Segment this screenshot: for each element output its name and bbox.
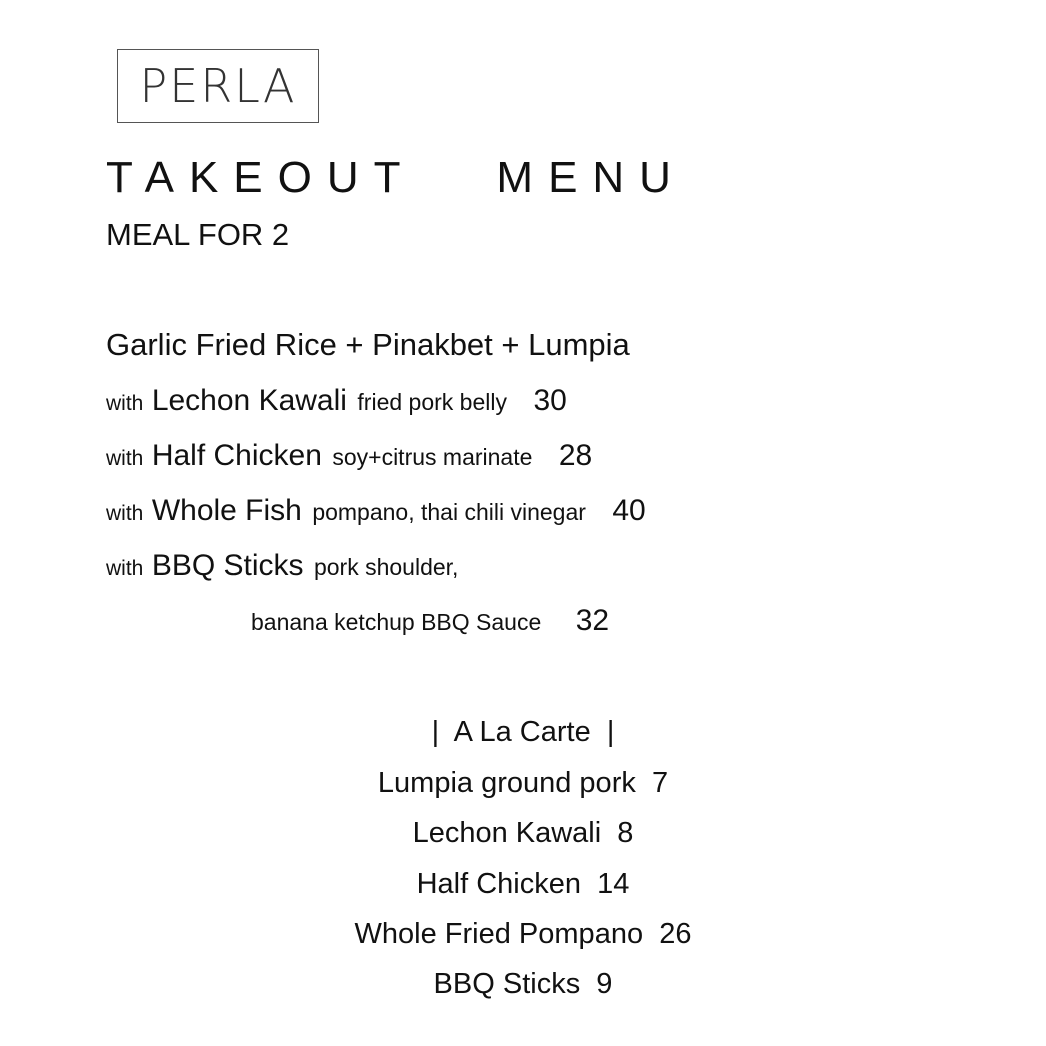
meal-item-price: 32 (575, 604, 610, 637)
meal-item-with: with (106, 392, 144, 415)
meal-item-name: BBQ Sticks (151, 549, 304, 582)
meal-item-name: Lechon Kawali (151, 384, 347, 417)
meal-item-desc: fried pork belly (357, 389, 507, 415)
meal-item-desc: pork shoulder, (313, 554, 459, 580)
meal-item-with: with (106, 502, 144, 525)
alacarte-item: Lumpia ground pork 7 (377, 767, 669, 799)
alacarte-item: BBQ Sticks 9 (433, 968, 613, 1000)
meal-item-name: Whole Fish (151, 494, 302, 527)
alacarte-item: Whole Fried Pompano 26 (354, 918, 692, 950)
meal-item (106, 489, 646, 538)
alacarte-item: Half Chicken 14 (416, 868, 630, 900)
meal-item-continuation (251, 599, 609, 648)
meal-item (106, 544, 458, 593)
meal-item-desc: soy+citrus marinate (332, 444, 533, 470)
menu-title: TAKEOUT MENU (106, 153, 686, 202)
meal-item-desc-continued: banana ketchup BBQ Sauce (251, 609, 542, 635)
meal-item-with: with (106, 447, 144, 470)
meal-item (106, 434, 592, 483)
logo: PERLA (117, 49, 319, 123)
meal-item-desc: pompano, thai chili vinegar (312, 499, 586, 525)
alacarte-heading: | A La Carte | (431, 716, 615, 748)
meal-item-price: 28 (558, 439, 593, 472)
meal-item (106, 379, 567, 428)
menu-subtitle: MEAL FOR 2 (106, 217, 290, 252)
alacarte-item: Lechon Kawali 8 (412, 817, 634, 849)
meal-item-price: 40 (612, 494, 646, 527)
meal-item-with: with (106, 557, 144, 580)
meal-item-price: 30 (533, 384, 567, 417)
meal-item-name: Half Chicken (151, 439, 322, 472)
meal-base: Garlic Fried Rice + Pinakbet + Lumpia (106, 327, 630, 362)
